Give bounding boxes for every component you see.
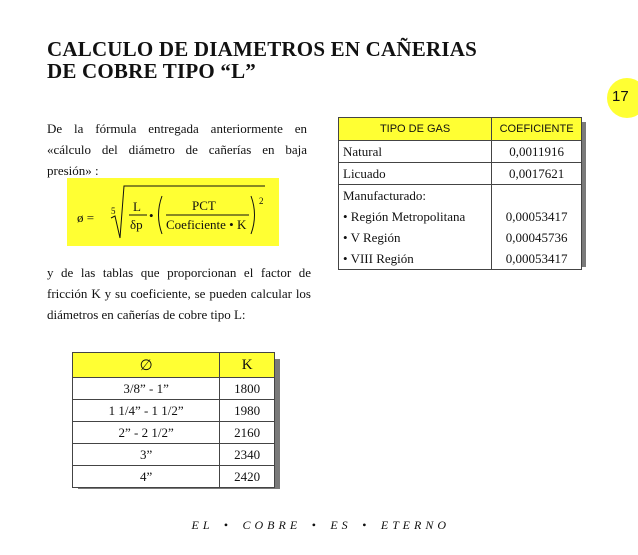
left-paren: [159, 196, 163, 234]
diameter-range: 2” - 2 1/2”: [73, 422, 220, 444]
diameter-range: 1 1/4” - 1 1/2”: [73, 400, 220, 422]
formula-numerator: L: [133, 199, 141, 214]
table-row: [339, 163, 582, 185]
k-table-header: [73, 353, 275, 378]
gas-coefficient: 0,00053417: [492, 206, 582, 227]
formula-inner-numerator: PCT: [192, 198, 216, 213]
gas-name: • VIII Región: [339, 248, 492, 270]
title-line-1: CALCULO DE DIAMETROS EN CAÑERIAS: [47, 37, 477, 61]
gas-table-header: [339, 118, 582, 141]
body-paragraph: y de las tablas que proporcionan el factor de fricción K y su coeficiente, se pueden calcular los diámetros en cañerías de cobre tipo L:: [47, 265, 311, 322]
formula-box: [67, 178, 279, 246]
diameter-k-table: [72, 352, 275, 488]
formula-root-index: 5: [111, 206, 116, 216]
title-line-2: DE COBRE TIPO “L”: [47, 59, 256, 83]
k-value: 1800: [220, 378, 275, 400]
page-number: 17: [612, 88, 629, 105]
diameter-range: 4”: [73, 466, 220, 488]
table-row: [73, 466, 275, 488]
k-header: K: [220, 353, 275, 378]
gas-name: Licuado: [339, 163, 492, 185]
k-value: 2420: [220, 466, 275, 488]
gas-name: Natural: [339, 141, 492, 163]
intro-paragraph: De la fórmula entregada anteriormente en «cálculo del diámetro de cañerías en baja presión» :: [47, 121, 307, 178]
diameter-range: 3/8” - 1”: [73, 378, 220, 400]
table-row: [73, 400, 275, 422]
gas-coefficient: 0,0017621: [492, 163, 582, 185]
gas-coefficient: 0,0011916: [492, 141, 582, 163]
formula-lhs: ø =: [77, 210, 95, 225]
table-row: [339, 206, 582, 227]
k-value: 1980: [220, 400, 275, 422]
table-row: [73, 444, 275, 466]
coefficient-header: COEFICIENTE: [492, 118, 582, 141]
k-value: 2340: [220, 444, 275, 466]
table-row: [73, 422, 275, 444]
formula-exponent: 2: [259, 196, 264, 206]
table-row: [339, 141, 582, 163]
gas-coefficient: [492, 185, 582, 207]
formula-dot: •: [149, 208, 154, 223]
gas-coefficient-table: [338, 117, 582, 270]
gas-coefficient: 0,00053417: [492, 248, 582, 270]
formula-graphic: [67, 178, 279, 246]
table-row: [339, 185, 582, 207]
table-row: [339, 227, 582, 248]
formula-inner-denominator: Coeficiente • K: [166, 217, 247, 232]
table-row: [339, 248, 582, 270]
right-paren: [251, 196, 255, 234]
footer-slogan: E L • C O B R E • E S • E T E R N O: [191, 518, 447, 532]
diameter-header: ∅: [73, 353, 220, 378]
diameter-range: 3”: [73, 444, 220, 466]
gas-coefficient: 0,00045736: [492, 227, 582, 248]
gas-name: • Región Metropolitana: [339, 206, 492, 227]
gas-name: • V Región: [339, 227, 492, 248]
k-value: 2160: [220, 422, 275, 444]
page-title: [47, 38, 477, 82]
gas-type-header: TIPO DE GAS: [339, 118, 492, 141]
table-row: [73, 378, 275, 400]
formula-denominator: δp: [130, 217, 143, 232]
gas-name: Manufacturado:: [339, 185, 492, 207]
